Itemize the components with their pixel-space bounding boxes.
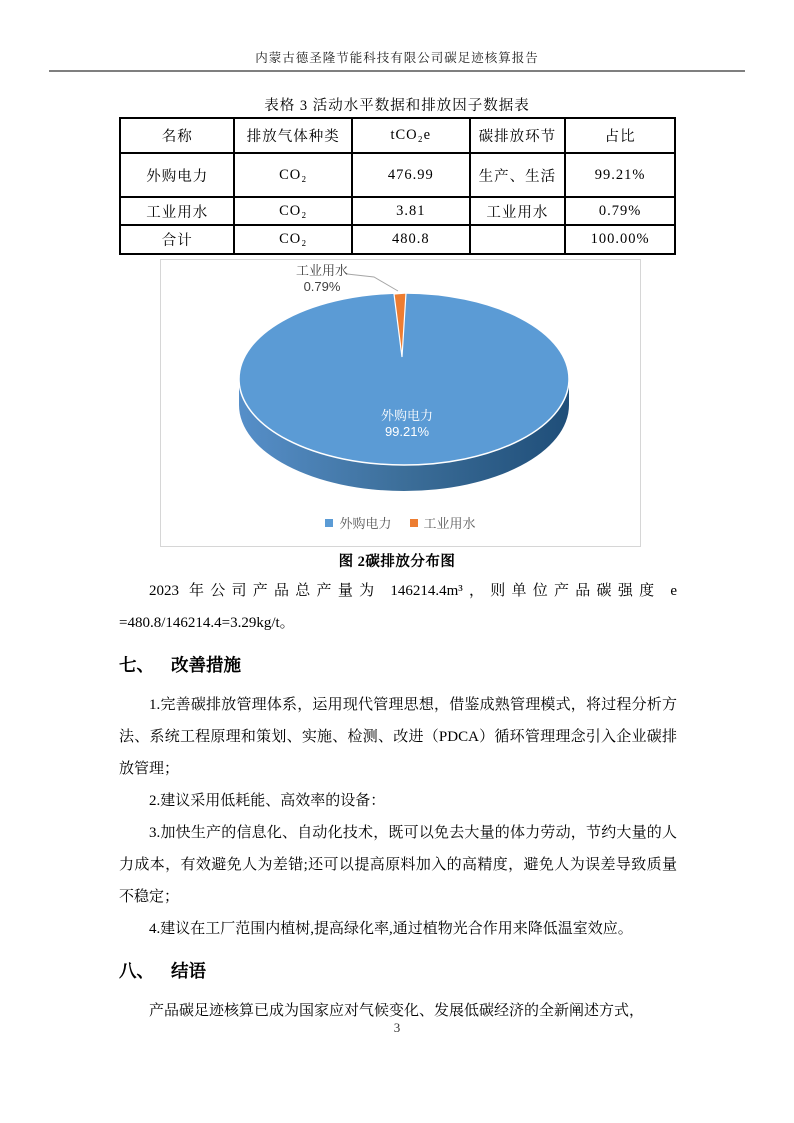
table-row-electricity	[120, 153, 675, 197]
improvement-item-3: 3.加快生产的信息化、自动化技术，既可以免去大量的体力劳动，节约大量的人力成本，有效避免人为差错;还可以提高原料加入的高精度，避免人为误差导致质量不稳定；	[119, 825, 677, 905]
cell: 生产、生活	[470, 153, 566, 197]
improvement-item-2: 2.建议采用低耗能、高效率的设备：	[149, 793, 386, 809]
emission-data-table	[119, 117, 676, 255]
section-heading-7	[119, 652, 677, 678]
legend-label-electricity: 外购电力	[339, 516, 392, 531]
legend-swatch-blue-icon	[325, 519, 333, 527]
cell: 100.00%	[565, 225, 675, 254]
figure-caption: 图 2碳排放分布图	[338, 554, 456, 570]
cell: 480.8	[352, 225, 470, 254]
legend-swatch-orange-icon	[410, 519, 418, 527]
section-8-title: 结语	[171, 961, 206, 981]
pie-chart-canvas	[161, 260, 640, 546]
table-header-row	[120, 118, 675, 153]
cell: CO₂	[234, 153, 352, 197]
pie-label-water-name: 工业用水	[295, 263, 348, 278]
legend-entry-water	[410, 513, 476, 532]
improvement-item-1: 1.完善碳排放管理体系，运用现代管理思想，借鉴成熟管理模式，将过程分析方法、系统工程原理和策划、实施、检测、改进（PDCA）循环管理理念引入企业碳排放管理；	[119, 697, 677, 777]
header-cell-gas-type: 排放气体种类	[234, 118, 352, 153]
header-cell-name: 名称	[120, 118, 234, 153]
legend-entry-electricity	[325, 513, 391, 532]
section-8-number: 八、	[119, 961, 154, 981]
table-row-water	[120, 197, 675, 225]
improvement-item-4: 4.建议在工厂范围内植树,提高绿化率,通过植物光合作用来降低温室效应。	[149, 921, 633, 937]
page-header-title: 内蒙古德圣隆节能科技有限公司碳足迹核算报告	[255, 51, 539, 65]
section-7-number: 七、	[119, 655, 154, 675]
cell	[470, 225, 566, 254]
cell: 99.21%	[565, 153, 675, 197]
chart-legend	[161, 513, 640, 532]
conclusion-paragraph: 产品碳足迹核算已成为国家应对气候变化、发展低碳经济的全新阐述方式，	[149, 1003, 645, 1019]
header-cell-emission-step: 碳排放环节	[470, 118, 566, 153]
cell: CO₂	[234, 225, 352, 254]
cell: 工业用水	[470, 197, 566, 225]
section-heading-8	[119, 958, 677, 984]
section-7-title: 改善措施	[171, 655, 241, 675]
cell: 3.81	[352, 197, 470, 225]
header-cell-tco2e: tCO₂e	[352, 118, 470, 153]
pie-label-water	[279, 263, 365, 295]
document-body	[119, 575, 677, 1027]
cell: 工业用水	[120, 197, 234, 225]
cell: CO₂	[234, 197, 352, 225]
page-number: 3	[393, 1020, 401, 1035]
pie-label-electricity-name: 外购电力	[380, 408, 433, 423]
cell: 外购电力	[120, 153, 234, 197]
legend-label-water: 工业用水	[423, 516, 476, 531]
intro-line-2: =480.8/146214.4=3.29kg/t。	[119, 615, 295, 631]
cell: 合计	[120, 225, 234, 254]
pie-label-electricity-pct: 99.21%	[384, 424, 430, 439]
cell: 476.99	[352, 153, 470, 197]
header-cell-share: 占比	[565, 118, 675, 153]
pie-chart	[160, 259, 641, 547]
intro-line-1: 2023 年公司产品总产量为 146214.4m³，则单位产品碳强度 e	[149, 583, 677, 599]
table-caption: 表格 3 活动水平数据和排放因子数据表	[264, 98, 530, 114]
intro-paragraph	[119, 575, 677, 639]
pie-label-water-pct: 0.79%	[303, 279, 341, 294]
cell: 0.79%	[565, 197, 675, 225]
pie-label-electricity	[357, 408, 457, 440]
table-row-total	[120, 225, 675, 254]
header-divider	[49, 70, 745, 72]
